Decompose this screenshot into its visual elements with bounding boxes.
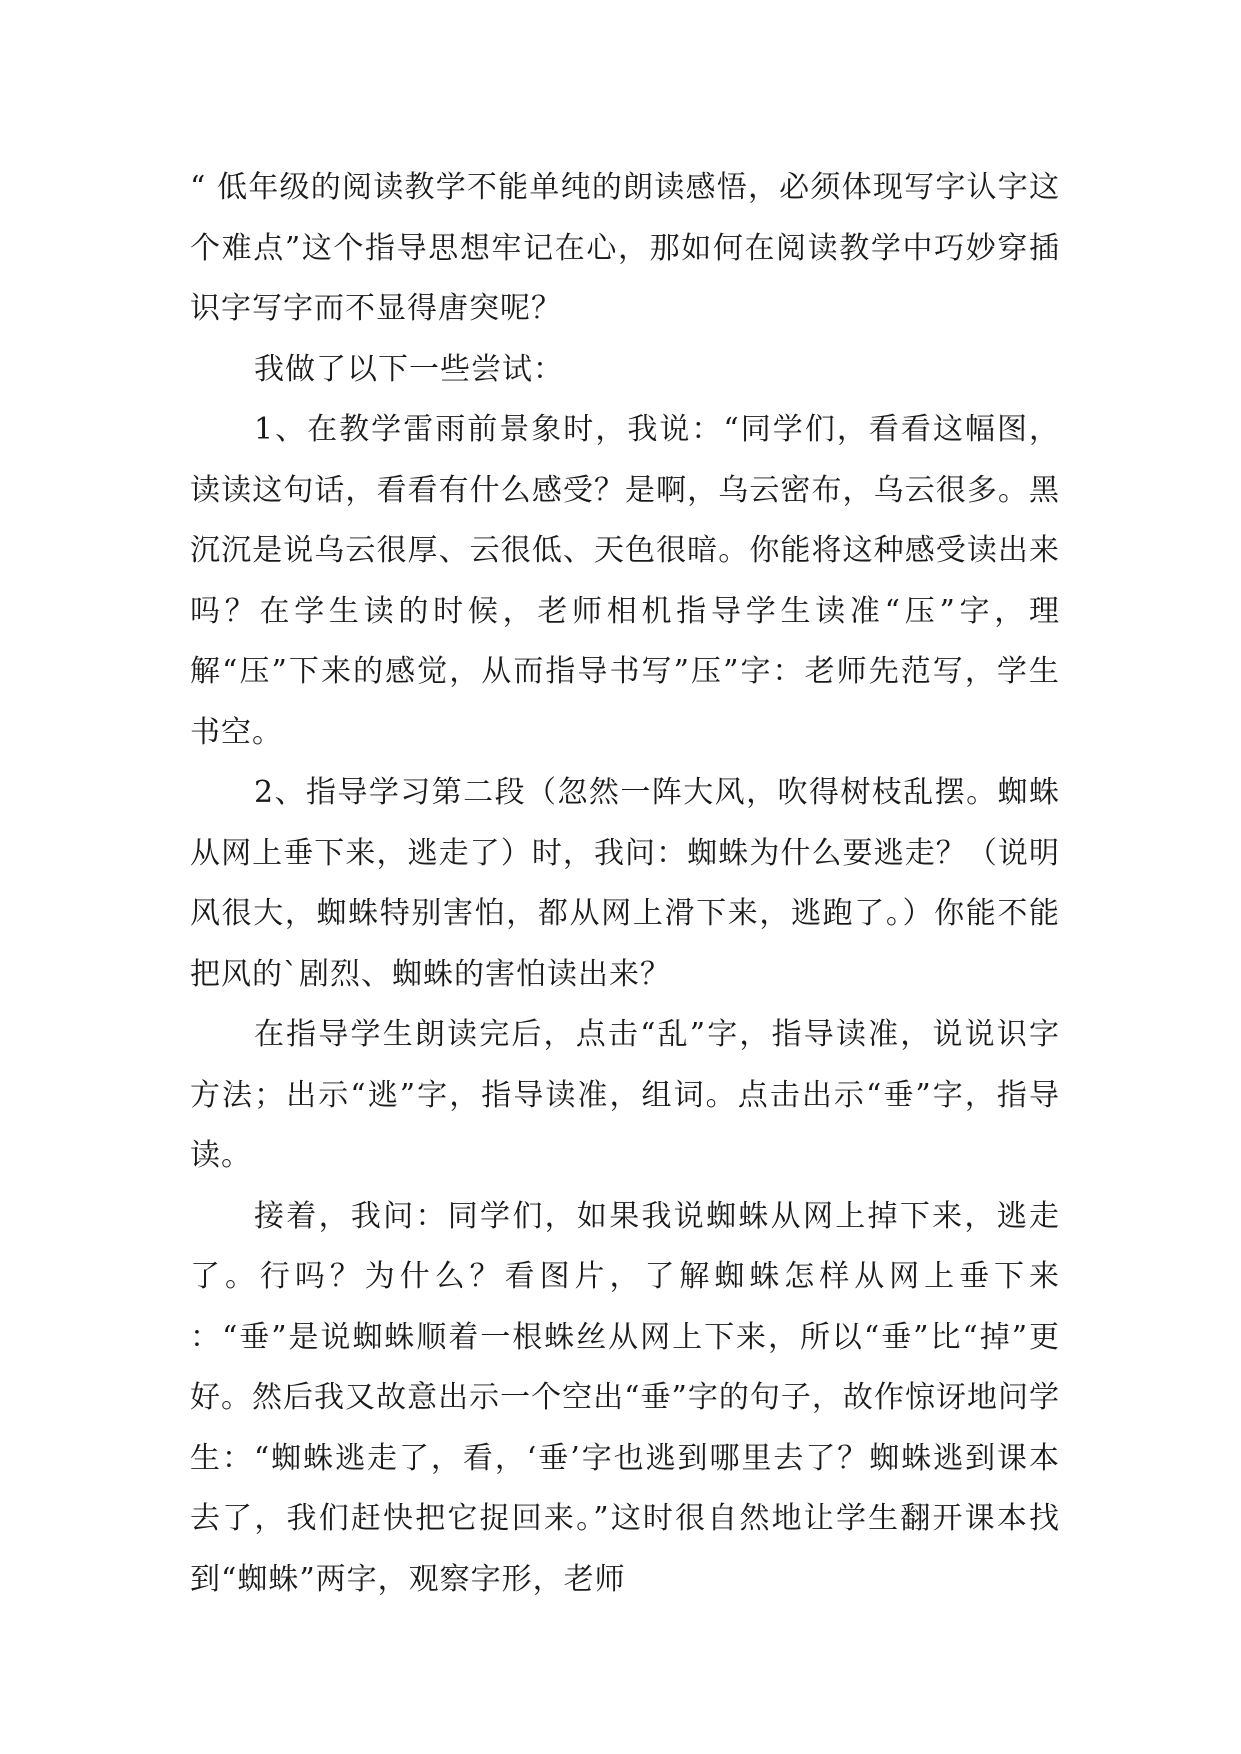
document-body [190,158,1060,1610]
paragraph-4: 2、指导学习第二段（忽然一阵大风，吹得树枝乱摆。蜘蛛从网上垂下来，逃走了）时，我问：蜘蛛为什么要逃走？（说明风很大，蜘蛛特别害怕，都从网上滑下来，逃跑了。）你能不能把风的`剧烈、蜘蛛的害怕读出来？ [190,775,1060,992]
paragraph-6: 接着，我问：同学们，如果我说蜘蛛从网上掉下来，逃走了。行吗？为什么？看图片，了解蜘蛛怎样从网上垂下来 ：“垂”是说蜘蛛顺着一根蛛丝从网上下来，所以“垂”比“掉”更好。然后我又故意出示一个空出“垂”字的句子，故作惊讶地问学生：“蜘蛛逃走了，看，‘垂’字也逃到哪里去了？蜘蛛逃到课本去了，我们赶快把它捉回来。”这时很自然地让学生翻开课本找到“蜘蛛”两字，观察字形，老师 [190,1198,1060,1597]
paragraph-1: “ 低年级的阅读教学不能单纯的朗读感悟，必须体现写字认字这个难点”这个指导思想牢记在心，那如何在阅读教学中巧妙穿插识字写字而不显得唐突呢？ [190,170,1060,326]
paragraph-3: 1、在教学雷雨前景象时，我说：“同学们，看看这幅图，读读这句话，看看有什么感受？是啊，乌云密布，乌云很多。黑沉沉是说乌云很厚、云很低、天色很暗。你能将这种感受读出来吗？在学生读的时候，老师相机指导学生读准“压”字，理解“压”下来的感觉，从而指导书写”压”字：老师先范写，学生书空。 [190,412,1060,750]
paragraph-2: 我做了以下一些尝试： [254,351,564,387]
paragraph-5: 在指导学生朗读完后，点击“乱”字，指导读准，说说识字方法；出示“逃”字，指导读准，组词。点击出示“垂”字，指导读。 [190,1017,1060,1173]
